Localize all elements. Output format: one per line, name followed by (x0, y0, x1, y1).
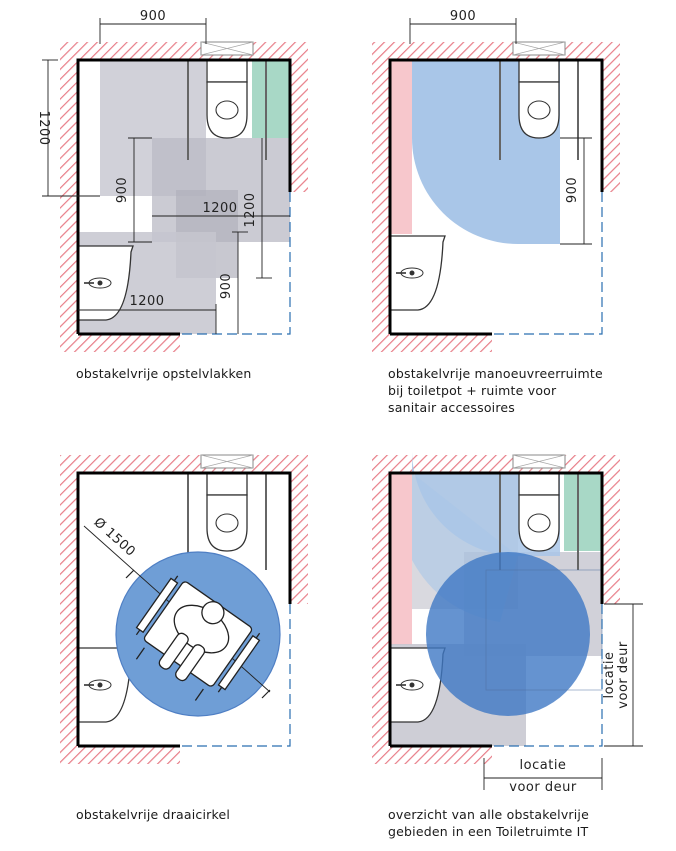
dim-900-bottom: 900 (219, 272, 234, 300)
panel-overzicht (372, 452, 643, 795)
panel-draaicirkel (60, 455, 308, 764)
caption-panel-4 (388, 806, 589, 840)
wall-hatch-right (602, 42, 620, 192)
dim-1200-mid: 1200 (202, 201, 238, 216)
turning-circle (426, 552, 590, 716)
caption-panel-3 (76, 806, 230, 823)
toilet-icon (207, 473, 247, 551)
wall-hatch-right (290, 42, 308, 192)
toilet-icon (519, 60, 559, 138)
door-side-label-1: locatie (602, 651, 617, 699)
caption-panel-2 (388, 365, 603, 416)
toilet-icon (519, 473, 559, 551)
accessory-zone (252, 60, 290, 138)
dim-900-top: 900 (139, 9, 167, 24)
caption-line: gebieden in een Toiletruimte IT (388, 824, 589, 839)
caption-panel-1 (76, 365, 252, 382)
dim-1200-right: 1200 (243, 192, 258, 228)
caption-line: obstakelvrije manoeuvreerruimte (388, 366, 603, 381)
wall-hatch-right (602, 455, 620, 604)
dim-900-mid: 900 (115, 176, 130, 204)
door-bottom-label-1: locatie (519, 758, 567, 773)
dim-1200-bottom: 1200 (129, 294, 165, 309)
door-side-label-2: voor deur (616, 641, 631, 709)
panel-manoeuvreerruimte (372, 9, 620, 352)
accessory-zone-pink (390, 60, 412, 234)
caption-line: obstakelvrije opstelvlakken (76, 366, 252, 381)
toilet-icon (207, 60, 247, 138)
panel-opstelvlakken (36, 9, 308, 352)
caption-line: bij toiletpot + ruimte voor (388, 383, 557, 398)
door-bottom-label-2: voor deur (509, 780, 577, 795)
caption-line: overzicht van alle obstakelvrije (388, 807, 589, 822)
dim-900-side: 900 (565, 176, 580, 204)
caption-line: sanitair accessoires (388, 400, 516, 415)
caption-line: obstakelvrije draaicirkel (76, 807, 231, 822)
dim-1200-left: 1200 (36, 110, 51, 146)
dim-900-top: 900 (449, 9, 477, 24)
wall-hatch-right (290, 455, 308, 604)
accessory-zone-pink (390, 473, 412, 645)
dim-diameter: Ø 1500 (90, 514, 139, 560)
accessory-zone-green (564, 473, 602, 551)
washbasin-icon (390, 236, 445, 310)
